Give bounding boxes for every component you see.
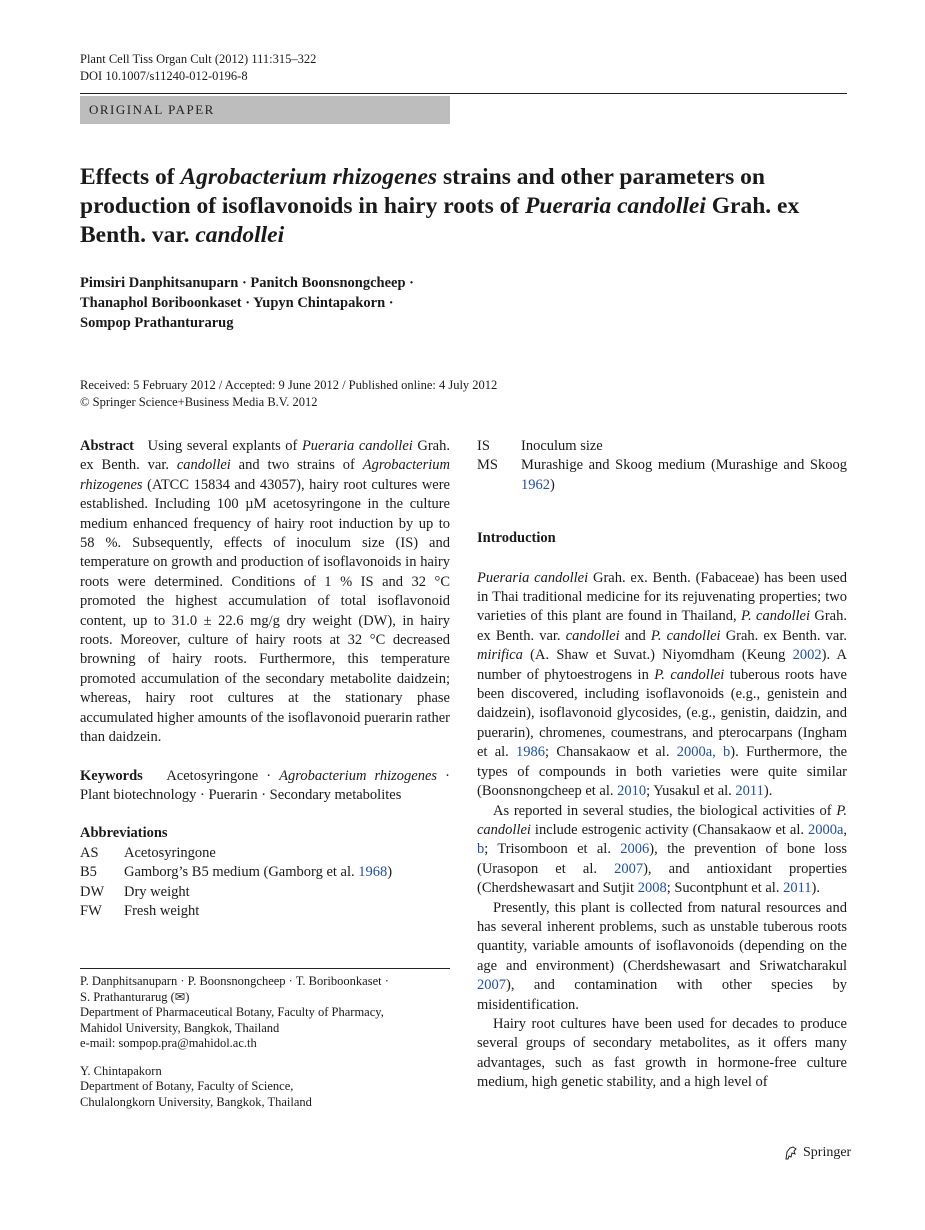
keywords: Keywords Acetosyringone · Agrobacterium rhizogenes · Plant biotechnology · Puerarin · Secondary metabolites [80, 767, 450, 803]
abbreviation-item: MS Murashige and Skoog medium (Murashige and Skoog 1962) [477, 457, 847, 493]
publisher-mark [783, 1145, 851, 1161]
intro-paragraph: As reported in several studies, the biological activities of P. candollei include estrogenic activity (Chansakaow et al. 2000a, b; Trisomboon et al. 2006), the prevention of bone loss (Urasopon et al. 2007), and antioxidant properties (Cherdshewasart and Sutjit 2008; Sucontphunt et al. 2011). [477, 802, 847, 897]
author-line: Pimsiri Danphitsanuparn · Panitch Boonsnongcheep · [80, 275, 414, 291]
doi: DOI 10.1007/s11240-012-0196-8 [80, 69, 248, 83]
intro-paragraph: Hairy root cultures have been used for decades to produce several groups of secondary metabolites, as it offers many advantages, such as fast growth in hormone-free culture medium, high genetic stability, and a high level of [477, 1015, 847, 1091]
citation-link[interactable]: b [477, 841, 485, 858]
citation-link[interactable]: 2007 [477, 977, 506, 994]
abbreviation-item: B5 Gamborg’s B5 medium (Gamborg et al. 1968) [80, 864, 393, 881]
publisher-name: Springer [803, 1145, 852, 1160]
abbreviation-item: AS Acetosyringone [80, 844, 216, 861]
citation-link[interactable]: 2008 [637, 880, 667, 897]
abbreviations [80, 824, 450, 921]
abstract: Abstract Using several explants of Pueraria candollei Grah. ex Benth. var. candollei and two strains of Agrobacterium rhizogenes (ATCC 15834 and 43057), hairy root cultures were established. Including 100 µM acetosyringone in the culture medium enhanced frequency of hairy root induction by up to 58 %. Subsequently, effects of inoculum size (IS) and temperature on growth and production of isoflavonoids in hairy roots were determined. Conditions of 1 % IS and 32 °C promoted the highest accumulation of total isoflavonoid content, up to 31.0 ± 22.6 mg/g dry weight (DW), in hairy roots. Moreover, culture of hairy roots at 32 °C decreased browning of hairy roots. Furthermore, this temperature promoted accumulation of the secondary metabolite daidzein; whereas, hairy root cultures at the stationary phase accumulated higher amounts of the isoflavonoid puerarin rather than daidzein. [80, 438, 450, 746]
publication-dates [80, 377, 497, 411]
citation-link[interactable]: 2000a [807, 821, 844, 838]
journal-citation: Plant Cell Tiss Organ Cult (2012) 111:315–322 [80, 52, 317, 66]
citation-link[interactable]: 2006 [620, 841, 650, 858]
author-line: Thanaphol Boriboonkaset · Yupyn Chintapakorn · [80, 295, 394, 311]
citation-link[interactable]: 2011 [783, 880, 812, 897]
intro-paragraph: Presently, this plant is collected from natural resources and has several inherent problems, such as unstable tuberous roots quantity, variable amounts of isoflavonoids (depending on the age and environment) (Cherdshewasart and Sriwatcharakul 2007), and contamination with other species by misidentification. [477, 899, 847, 1013]
citation-link[interactable]: 1962 [521, 476, 550, 493]
copyright: © Springer Science+Business Media B.V. 2012 [80, 395, 318, 409]
citation-link[interactable]: 1986 [516, 744, 546, 761]
journal-header [80, 51, 316, 85]
abbreviation-item: FW Fresh weight [80, 902, 200, 919]
section-label: ORIGINAL PAPER [80, 96, 450, 124]
footnote-rule [80, 968, 450, 969]
introduction-heading: Introduction [477, 530, 556, 547]
left-column [80, 437, 450, 921]
abbreviation-item: IS Inoculum size [477, 438, 603, 454]
abbreviations-heading: Abbreviations [80, 825, 168, 842]
springer-horse-icon [783, 1145, 799, 1161]
citation-link[interactable]: 1968 [358, 864, 388, 881]
citation-link[interactable]: 2011 [735, 783, 764, 800]
citation-link[interactable]: 2000a, b [676, 744, 731, 761]
author-list [80, 273, 500, 333]
affiliations [80, 974, 450, 1122]
right-column [477, 437, 847, 1093]
citation-link[interactable]: 2007 [614, 860, 644, 877]
abbreviation-item: DW Dry weight [80, 883, 190, 900]
citation-link[interactable]: 2010 [617, 783, 647, 800]
history-dates: Received: 5 February 2012 / Accepted: 9 June 2012 / Published online: 4 July 2012 [80, 378, 498, 392]
header-rule [80, 93, 847, 94]
intro-paragraph: Pueraria candollei Grah. ex. Benth. (Fabaceae) has been used in Thai traditional medicine for its rejuvenating properties; two varieties of this plant are found in Thailand, P. candollei Grah. ex Benth. var. candollei and P. candollei Grah. ex Benth. var. mirifica (A. Shaw et Suvat.) Niyomdham (Keung 2002). A number of phytoestrogens in P. candollei tuberous roots have been discovered, including isoflavonoids (e.g., genistein and daidzein), isoflavonoid glycosides, (e.g., genistin, daidzin, and puerarin), chromenes, coumestrans, and pterocarpans (Ingham et al. 1986; Chansakaow et al. 2000a, b). Furthermore, the types of compounds in both varieties were quite similar (Boonsnongcheep et al. 2010; Yusakul et al. 2011). [477, 569, 848, 800]
affiliation-2: Y. Chintapakorn Department of Botany, Faculty of Science, Chulalongkorn University, Bangkok, Thailand [80, 1063, 312, 1109]
paper-title: Effects of Agrobacterium rhizogenes strains and other parameters on production of isoflavonoids in hairy roots of Pueraria candollei Grah. ex Benth. var. candollei [80, 164, 800, 248]
author-email[interactable]: e-mail: sompop.pra@mahidol.ac.th [80, 1036, 257, 1050]
citation-link[interactable]: 2002 [792, 647, 822, 664]
affiliation-1: P. Danphitsanuparn · P. Boonsnongcheep · T. Boriboonkaset · S. Prathanturarug (✉) Department of Pharmaceutical Botany, Faculty of Pharmacy, Mahidol University, Bangkok, Thailand e-mail: sompop.pra@mahidol.ac.th [80, 974, 389, 1050]
author-line: Sompop Prathanturarug [80, 315, 234, 331]
